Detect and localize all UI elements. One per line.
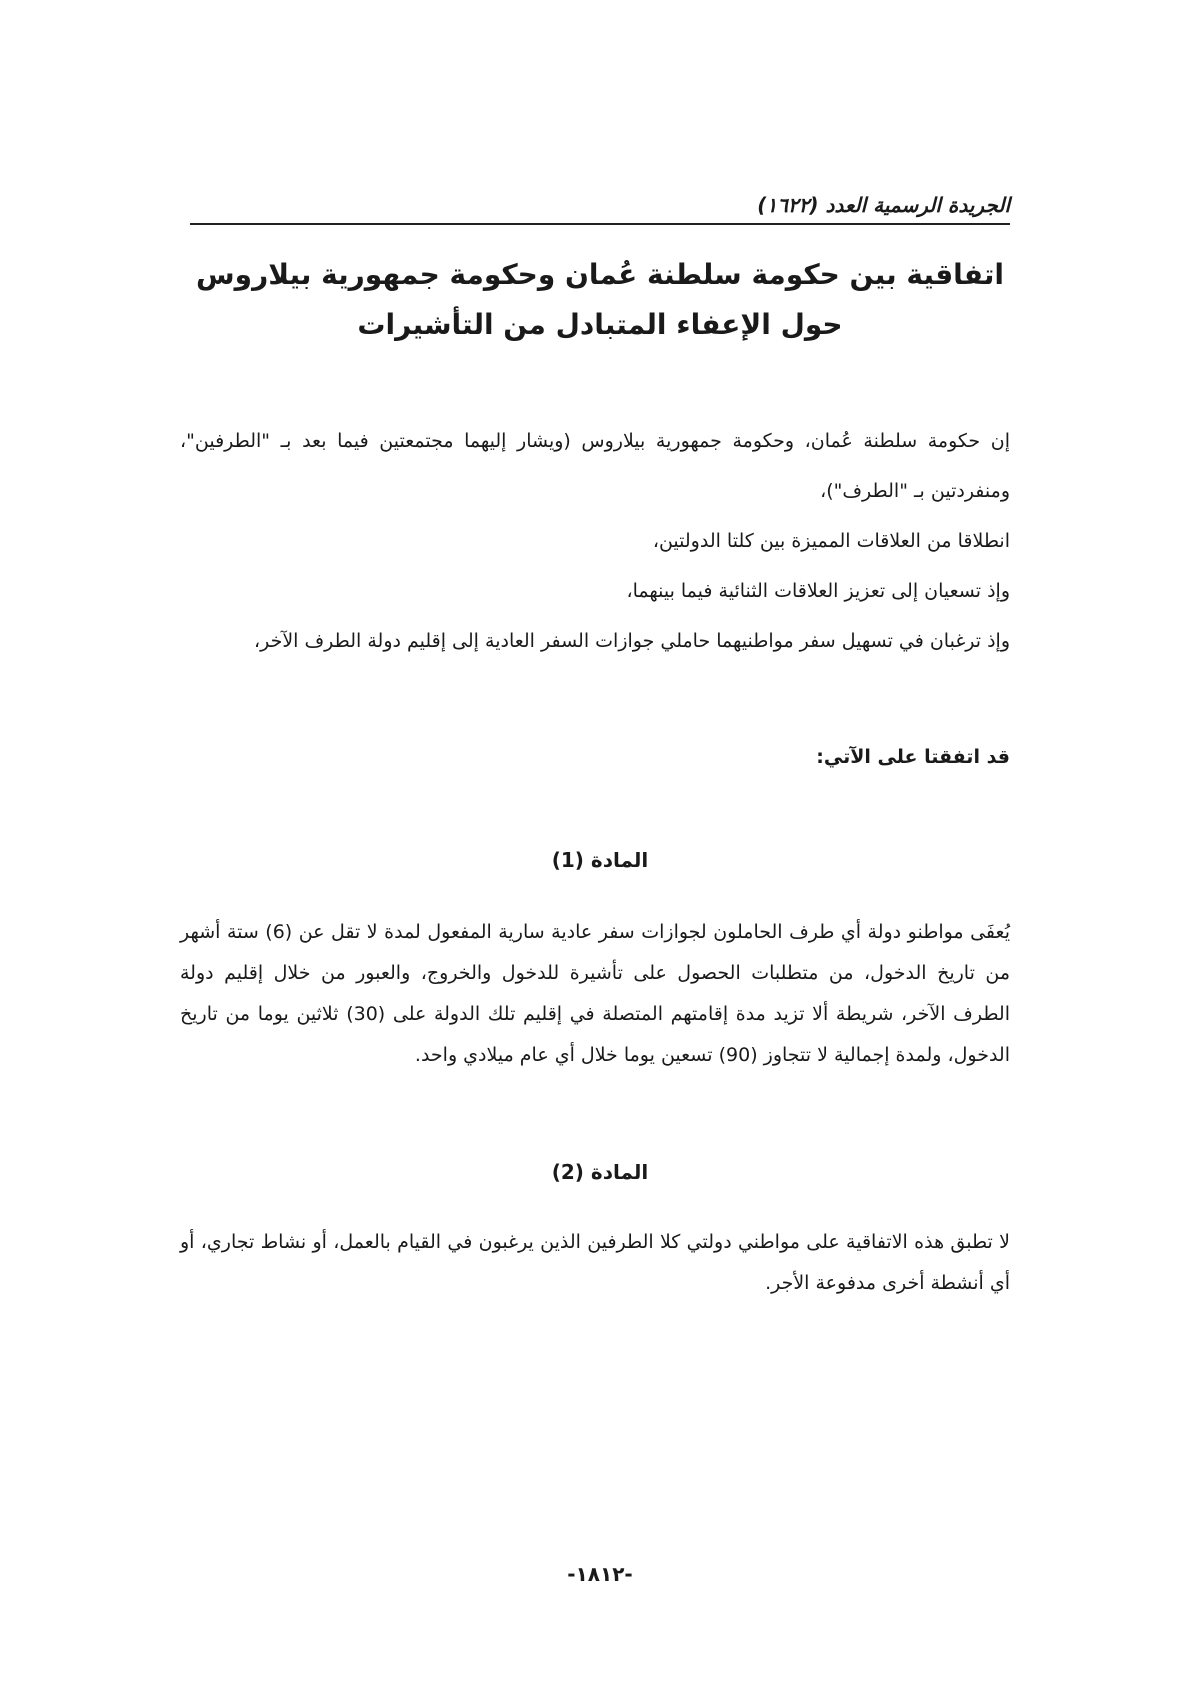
agreement-title-line-1: اتفاقية بين حكومة سلطنة عُمان وحكومة جمهورية بيلاروس: [196, 258, 1004, 291]
agreement-title-line-2: حول الإعفاء المتبادل من التأشيرات: [357, 308, 843, 341]
agreement-title: [190, 250, 1010, 350]
preamble-paragraph: وإذ تسعيان إلى تعزيز العلاقات الثنائية فيما بينهما،: [626, 580, 1010, 602]
header-divider: [190, 223, 1010, 225]
article-2-text: لا تطبق هذه الاتفاقية على مواطني دولتي كلا الطرفين الذين يرغبون في القيام بالعمل، أو نشاط تجاري، أو أي أنشطة أخرى مدفوعة الأجر.: [180, 1231, 1010, 1294]
page-number: -١٨١٢-: [567, 1562, 633, 1586]
preamble-paragraph: إن حكومة سلطنة عُمان، وحكومة جمهورية بيلاروس (ويشار إليهما مجتمعتين فيما بعد بـ "الطرفين"، ومنفردتين بـ "الطرف")،: [180, 430, 1010, 502]
gazette-issue-title: الجريدة الرسمية العدد (١٦٢٢): [757, 193, 1010, 217]
gazette-header: [190, 193, 1010, 223]
preamble-paragraph: وإذ ترغبان في تسهيل سفر مواطنيهما حاملي جوازات السفر العادية إلى إقليم دولة الطرف الآخر،: [253, 630, 1010, 652]
article-1-heading: المادة (1): [551, 848, 649, 872]
preamble-paragraph: انطلاقا من العلاقات المميزة بين كلتا الدولتين،: [652, 530, 1010, 552]
agreed-statement: قد اتفقتا على الآتي:: [816, 746, 1010, 768]
article-1-text: يُعفَى مواطنو دولة أي طرف الحاملون لجوازات سفر عادية سارية المفعول لمدة لا تقل عن (6) ستة أشهر من تاريخ الدخول، من متطلبات الحصول على تأشيرة للدخول والخروج، والعبور من خلال إقليم دولة الطرف الآخر، شريطة ألا تزيد مدة إقامتهم المتصلة في إقليم تلك الدولة على (30) ثلاثين يوما من تاريخ الدخول، ولمدة إجمالية لا تتجاوز (90) تسعين يوما خلال أي عام ميلادي واحد.: [180, 921, 1010, 1066]
preamble: [180, 416, 1010, 666]
article-2-heading: المادة (2): [551, 1160, 649, 1184]
